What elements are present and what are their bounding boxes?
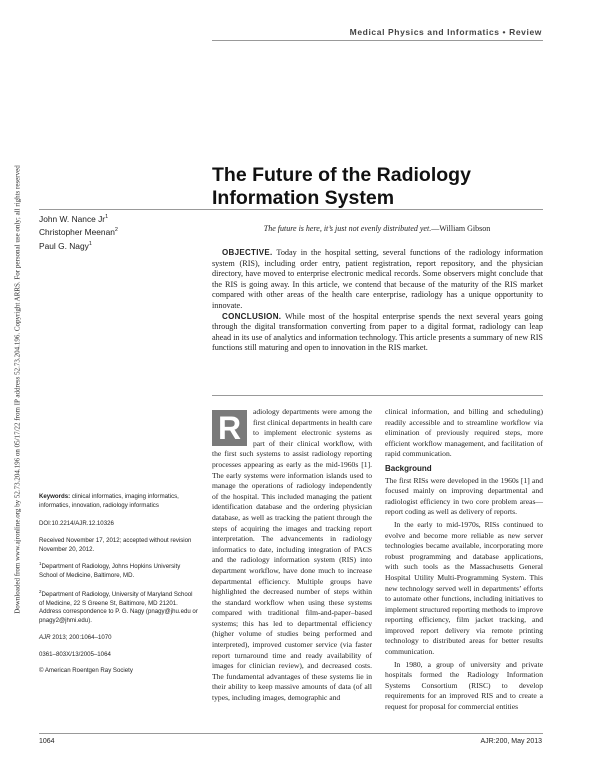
footer-rule	[39, 733, 543, 734]
body-column-2	[385, 407, 543, 715]
affiliation-1: $^1$Department of Radiology, Johns Hopkins University School of Medicine, Baltimore, MD.	[39, 561, 181, 579]
paragraph: In 1980, a group of university and private hospitals formed the Radiology Information Systems Consortium (RISC) to develop requirements for an improved RIS and to create a request for proposal for commercial entities	[385, 659, 543, 712]
abstract	[212, 248, 543, 354]
affiliation-2: $^2$Department of Radiology, University of Maryland School of Medicine, 22 S Greene St, Baltimore, MD 21201. Address correspondence to P. G. Nagy (pnagy@jhu.edu or pnagy2@jhmi.edu).	[39, 589, 198, 624]
page-number: 1064	[39, 738, 55, 745]
abstract-objective: OBJECTIVE. Today in the hospital setting, several functions of the radiology information system (RIS), including order entry, patient registration, report repository, and the physician directory, have moved to enterprise electronic medical records. Some observers might conclude that the RIS is going away. In this article, we contend that because of the maturity of the RIS market compared with other areas of the health care enterprise, radiology has a unique opportunity to innovate.	[212, 248, 543, 310]
author-list	[39, 212, 118, 252]
author: John W. Nance Jr$^1$	[39, 213, 109, 224]
title-rule	[39, 209, 543, 210]
paragraph: clinical information, and billing and scheduling) readily accessible and to streamline workflow via elimination of previously required steps, more efficient workflow management, and facilitation of rapid communication.	[385, 407, 543, 459]
copyright: © American Roentgen Ray Society	[39, 667, 133, 674]
author: Christopher Meenan$^2$	[39, 227, 118, 238]
received-date: Received November 17, 2012; accepted without revision November 20, 2012.	[39, 537, 192, 553]
paragraph: In the early to mid-1970s, RISs continued to evolve and become more reliable as new server technologies became available, incorporating more robust programming and database applications, with such tools as the Massachusetts General Hospital Utility Multi-Programming System. This new technology served well in departments’ efforts to automate other functions, including initiatives to implement structured reporting methods to improve reporting efficiency, film jacket tracking, and improved report delivery via remote printing technology to distributed areas for better results communication.	[385, 519, 543, 657]
abstract-rule	[212, 395, 543, 396]
body-column-1	[212, 407, 372, 704]
keywords: Keywords: clinical informatics, imaging informatics, informatics, innovation, radiology informatics	[39, 493, 179, 509]
epigraph-source: —William Gibson	[431, 224, 491, 233]
epigraph	[212, 224, 542, 233]
article-title: The Future of the Radiology Information System	[212, 164, 471, 209]
author: Paul G. Nagy$^1$	[39, 240, 92, 251]
paragraph: The first RISs were developed in the 1960s [1] and focused mainly on improving departmental and radiologist efficiency in two core problem areas—report coding as well as delivery of reports.	[385, 475, 543, 517]
running-header: Medical Physics and Informatics • Review	[349, 27, 542, 37]
doi: DOI:10.2214/AJR.12.10326	[39, 520, 114, 527]
issn: 0361–803X/13/2005–1064	[39, 651, 111, 658]
abstract-conclusion: CONCLUSION. While most of the hospital enterprise spends the next several years going through the digital transformation converting from paper to a digital format, radiology can leap ahead in its use of analytics and information technology. This article presents a summary of new RIS functions still maturing and open to innovation in the RIS market.	[212, 311, 543, 353]
section-heading: Background	[385, 463, 432, 473]
drop-cap: R	[212, 410, 247, 446]
citation: AJR 2013; 200:1064–1070	[39, 634, 112, 641]
intro-paragraph: adiology departments were among the first clinical departments in health care to implement electronic systems as part of their clinical workflow, with the first such systems to assist radiology reporting processes appearing as early as the mid-1960s [1]. The early systems were information islands used to manage the operations of radiology independently of the hospital. This included managing the patient identification database and the ordering physician database, as well as tracking the patient through the steps of acquiring the images and tracking report interpretation. The advancements in radiology informatics to date, including integration of PACS and the radiology information system (RIS) into department workflow, have done much to increase departmental efficiency. Multiple groups have highlighted the decreased number of steps within the standard workflow when using these systems compared with traditional film-and-paper–based systems; this has led to departmental efficiency (higher volume of studies being performed and interpreted), improved customer service (via faster report turnaround time and ready availability of images for clinician review), and decreased costs. The fundamental advantages of these systems lie in their ability to keep massive amounts of data (of all types, including images, demographic and	[212, 407, 372, 703]
header-rule	[212, 40, 543, 41]
journal-issue: AJR:200, May 2013	[480, 738, 542, 745]
epigraph-quote: The future is here, it’s just not evenly distributed yet.	[263, 224, 432, 233]
download-notice: Downloaded from www.ajronline.org by 52.73.204.196 on 05/17/22 from IP address 52.73.204.196. Copyright ARRS. For personal use only; all rights reserved	[13, 165, 22, 614]
